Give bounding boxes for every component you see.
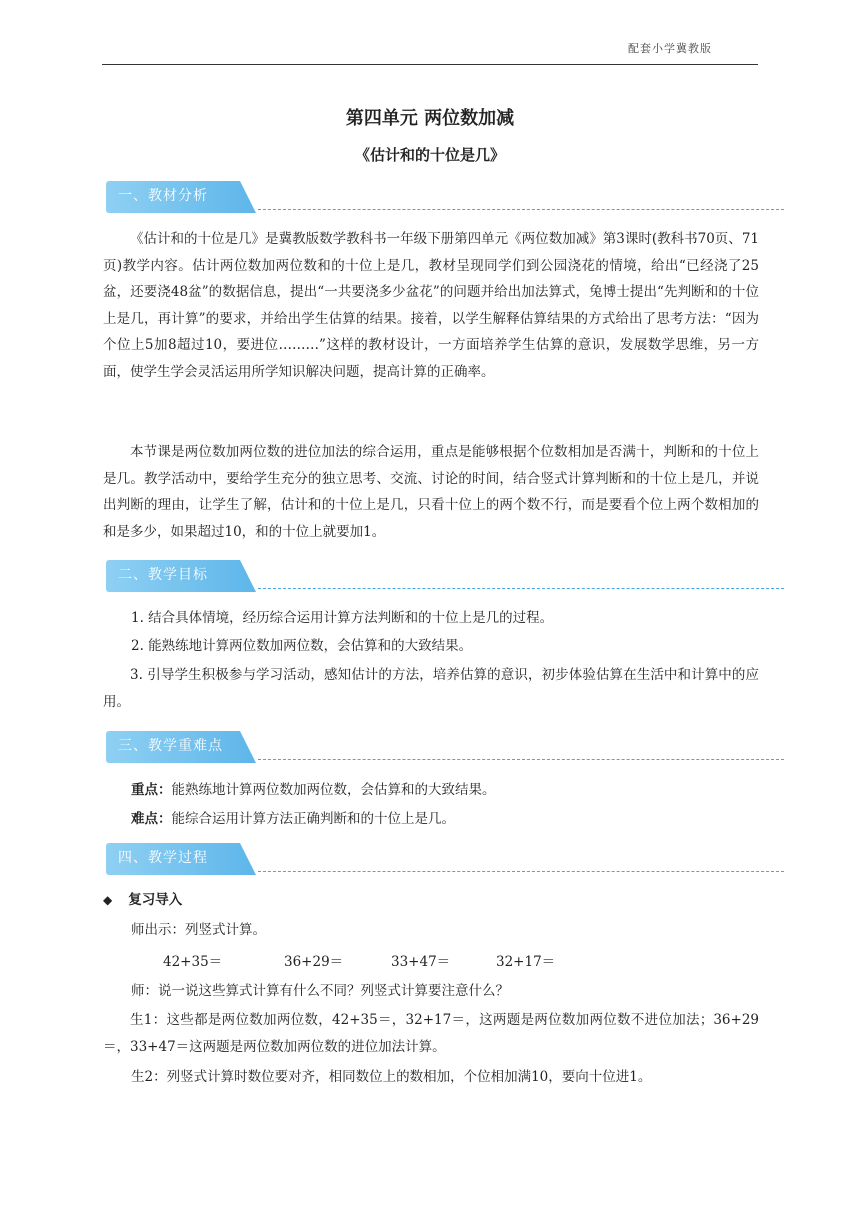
review-heading-row: [103, 887, 182, 913]
section-header-goals: [106, 560, 786, 592]
lesson-subtitle: 《估计和的十位是几》: [354, 146, 505, 164]
teacher-show-line: 师出示：列竖式计算。: [131, 922, 266, 938]
header-divider: [102, 64, 758, 65]
header-edition-tag: 配套小学冀教版: [628, 42, 712, 55]
section-label: 一、教材分析: [118, 188, 208, 204]
analysis-paragraph-2: 本节课是两位数加两位数的进位加法的综合运用，重点是能够根据个位数相加是否满十，判断和的十位上是几。教学活动中，要给学生充分的独立思考、交流、讨论的时间，结合竖式计算判断和的十位上是几，并说出判断的理由，让学生了解，估计和的十位上是几，只看十位上的两个数不行，而是要看个位上两个数相加的和是多少，如果超过10，和的十位上就要加1。: [103, 444, 759, 540]
section-dashed-rule: [258, 871, 784, 872]
expression: 33+47＝: [391, 954, 451, 970]
review-heading: 复习导入: [128, 892, 183, 908]
section-label: 四、教学过程: [118, 850, 208, 866]
unit-title: 第四单元 两位数加减: [345, 108, 515, 129]
focus-line: [103, 777, 787, 803]
analysis-paragraph-1: 《估计和的十位是几》是冀教版数学教科书一年级下册第四单元《两位数加减》第3课时(教科书70页、71页)教学内容。估计两位数加两位数和的十位上是几，教材呈现同学们到公园浇花的情境，给出“已经浇了25盆，还要浇48盆”的数据信息，提出“一共要浇多少盆花”的问题并给出加法算式，兔博士提出“先判断和的十位上是几，再计算”的要求，并给出学生估算的结果。接着，以学生解释估算结果的方式给出了思考方法：“因为个位上5加8超过10，要进位………”这样的教材设计，一方面培养学生估算的意识，发展数学思维，另一方面，使学生学会灵活运用所学知识解决问题，提高计算的正确率。: [103, 231, 759, 380]
expression: 32+17＝: [496, 954, 556, 970]
goal-item: 3. 引导学生积极参与学习活动，感知估计的方法，培养估算的意识，初步体验估算在生活中和计算中的应用。: [103, 667, 759, 710]
section-dashed-rule: [258, 588, 784, 589]
teacher-question-line: 师：说一说这些算式计算有什么不同？列竖式计算要注意什么？: [131, 983, 509, 999]
expression: 42+35＝: [163, 954, 223, 970]
difficulty-label: 难点：: [131, 811, 172, 827]
goal-item: 1. 结合具体情境，经历综合运用计算方法判断和的十位上是几的过程。: [131, 610, 554, 626]
section-label: 二、教学目标: [118, 567, 208, 583]
diamond-bullet-icon: ◆: [103, 893, 113, 907]
section-label: 三、教学重难点: [118, 738, 223, 754]
section-header-process: [106, 843, 786, 875]
difficulty-line: [103, 806, 787, 832]
section-dashed-rule: [258, 759, 784, 760]
expression: 36+29＝: [284, 954, 344, 970]
student2-answer: 生2：列竖式计算时数位要对齐，相同数位上的数相加，个位相加满10，要向十位进1。: [131, 1069, 652, 1085]
student1-answer: 生1：这些都是两位数加两位数，42+35＝，32+17＝，这两题是两位数加两位数不进位加法；36+29＝，33+47＝这两题是两位数加两位数的进位加法计算。: [103, 1012, 759, 1055]
focus-label: 重点：: [131, 782, 172, 798]
difficulty-text: 能综合运用计算方法正确判断和的十位上是几。: [171, 811, 455, 827]
section-header-key-points: [106, 731, 786, 763]
goal-item: 2. 能熟练地计算两位数加两位数，会估算和的大致结果。: [131, 638, 473, 654]
section-header-analysis: [106, 181, 786, 213]
section-dashed-rule: [258, 209, 784, 210]
focus-text: 能熟练地计算两位数加两位数，会估算和的大致结果。: [171, 782, 496, 798]
